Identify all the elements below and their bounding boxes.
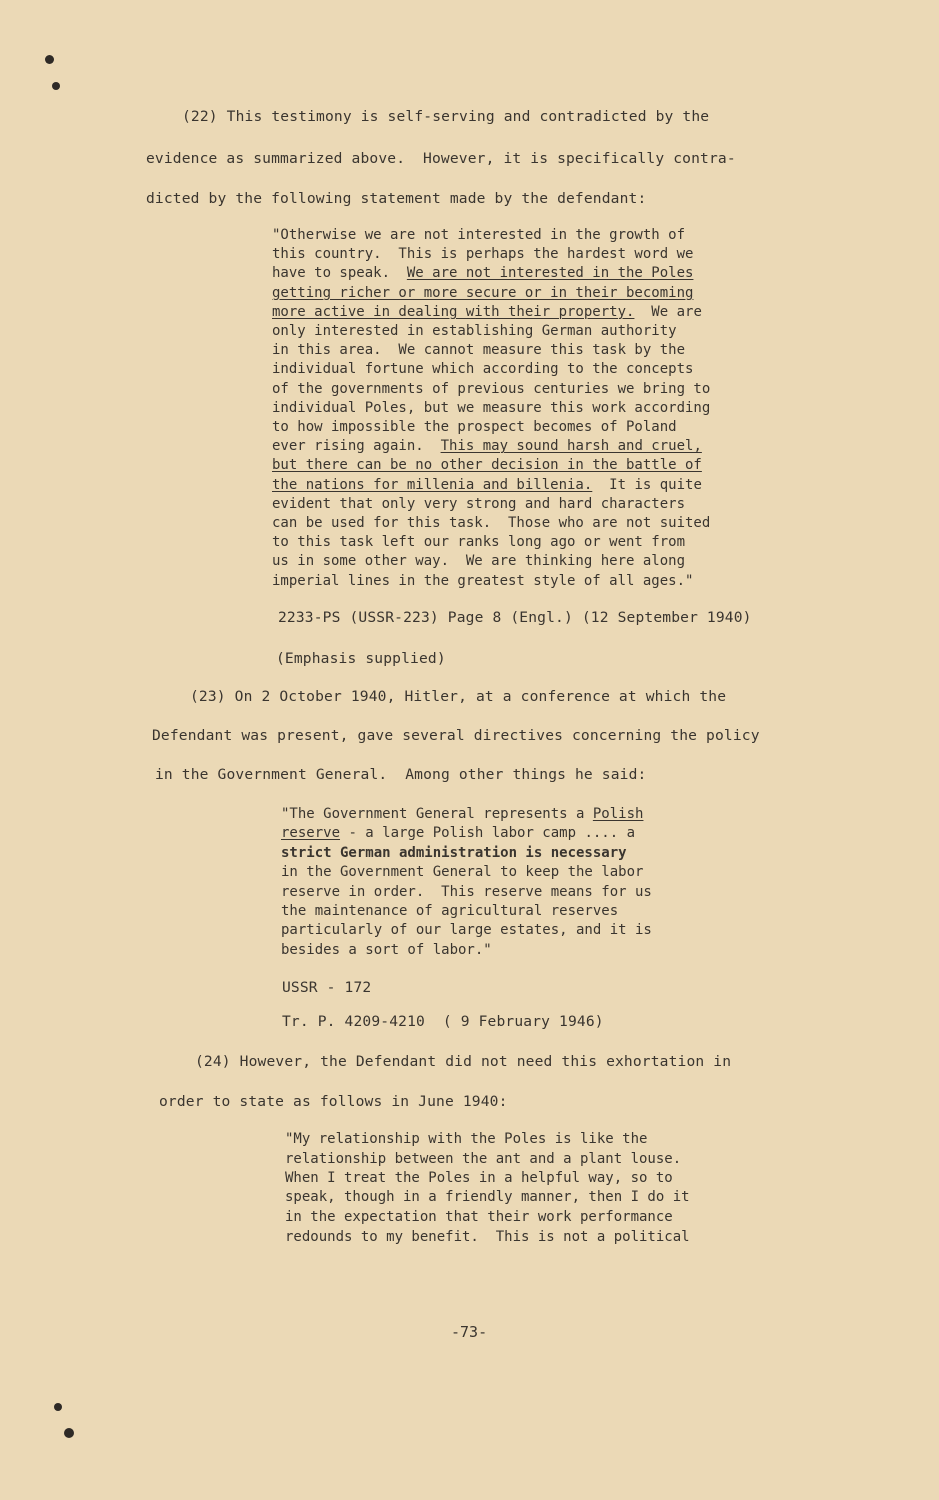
quote1-segment: to this task left our ranks long ago or went from [272,534,686,551]
quote2-line [281,863,643,882]
quote2-line [281,805,643,824]
quote1-segment: ever rising again. [272,438,441,455]
quote1-segment: in this area. We cannot measure this task by the [272,342,686,359]
punch-hole-top-1 [45,55,54,64]
quote1-line [272,341,685,360]
quote1-segment: "Otherwise we are not interested in the growth of [272,227,686,243]
quote2-segment: reserve in order. This reserve means for us [281,883,652,900]
quote1-segment: have to speak. [272,265,407,282]
quote2-segment: Polish [592,806,644,822]
quote3-line: relationship between the ant and a plant louse. [285,1151,682,1167]
quote1-segment: individual Poles, but we measure this work according [272,399,711,416]
quote1-line [272,303,702,322]
citation-1: 2233-PS (USSR-223) Page 8 (Engl.) (12 September 1940) [278,609,752,626]
quote1-line [272,360,693,379]
quote1-segment: It is quite [592,476,702,493]
quote2-line [281,921,652,940]
quote2-line [281,941,492,960]
quote1-segment: getting richer or more secure or in their becoming [272,284,694,301]
quote1-segment: We are not interested in the Poles [406,265,694,282]
citation-2b: Tr. P. 4209-4210 ( 9 February 1946) [282,1013,604,1030]
quote1-segment: individual fortune which according to the concepts [272,361,694,378]
quote1-line [272,437,702,456]
quote3-line: redounds to my benefit. This is not a political [285,1229,690,1245]
quote2-segment: "The Government General represents a [281,806,593,822]
quote1-line [272,245,693,264]
quote1-segment: evident that only very strong and hard characters [272,495,686,512]
quote2-segment: the maintenance of agricultural reserves [281,903,619,919]
quote1-line [272,552,685,571]
quote1-line [272,418,677,437]
quote1-segment: but there can be no other decision in the battle of [272,457,702,474]
quote1-segment: This may sound harsh and cruel, [440,438,702,455]
quote2-line [281,824,635,843]
emphasis-note: (Emphasis supplied) [276,650,446,667]
quote1-line [272,514,710,533]
para24-line: order to state as follows in June 1940: [159,1093,508,1110]
quote1-segment: us in some other way. We are thinking here along [272,553,686,570]
punch-hole-top-2 [52,82,60,90]
quote1-line [272,264,693,283]
quote1-line [272,322,677,341]
quote3-line: When I treat the Poles in a helpful way, so to [285,1170,673,1186]
quote2-segment: besides a sort of labor." [281,941,492,958]
quote1-line [272,226,685,245]
quote2-segment: particularly of our large estates, and it is [281,922,652,939]
quote1-segment: imperial lines in the greatest style of all ages." [272,572,694,589]
quote2-line [281,883,652,902]
quote1-line [272,456,702,475]
quote1-line [272,476,702,495]
quote3-line: in the expectation that their work performance [285,1209,673,1225]
punch-hole-bottom-1 [54,1403,62,1411]
quote2-segment: in the Government General to keep the labor [281,864,644,881]
quote1-segment: the nations for millenia and billenia. [272,476,593,493]
para23-line: (23) On 2 October 1940, Hitler, at a conference at which the [190,688,727,705]
quote1-line [272,399,710,418]
page-number: -73- [451,1323,488,1341]
quote3-line: speak, though in a friendly manner, then I do it [285,1189,690,1205]
quote2-segment: - a large Polish labor camp .... a [340,825,636,842]
quote2-segment: reserve [281,825,341,842]
punch-hole-bottom-2 [64,1428,74,1438]
quote1-segment: of the governments of previous centuries we bring to [272,380,711,397]
quote2-line [281,902,618,921]
para23-line: Defendant was present, gave several directives concerning the policy [152,727,760,744]
quote3-line: "My relationship with the Poles is like the [285,1131,648,1147]
para24-line: (24) However, the Defendant did not need this exhortation in [195,1053,732,1070]
citation-2a: USSR - 172 [282,979,372,996]
quote1-line [272,533,685,552]
para23-line: in the Government General. Among other things he said: [155,766,647,783]
quote1-line [272,380,710,399]
para22-line: (22) This testimony is self-serving and contradicted by the [182,108,710,125]
para22-line: evidence as summarized above. However, it is specifically contra- [146,150,736,167]
quote1-segment: more active in dealing with their property. [272,303,635,320]
quote1-line [272,495,685,514]
quote1-segment: only interested in establishing German authority [272,323,677,339]
quote1-line [272,284,693,303]
quote2-segment: strict German administration is necessary [281,844,627,861]
quote2-line [281,844,627,863]
quote1-segment: this country. This is perhaps the hardest word we [272,246,694,263]
para22-line: dicted by the following statement made by the defendant: [146,190,647,207]
quote1-line [272,572,693,591]
quote1-segment: can be used for this task. Those who are not suited [272,515,711,531]
quote1-segment: to how impossible the prospect becomes of Poland [272,419,677,435]
quote1-segment: We are [634,303,702,320]
